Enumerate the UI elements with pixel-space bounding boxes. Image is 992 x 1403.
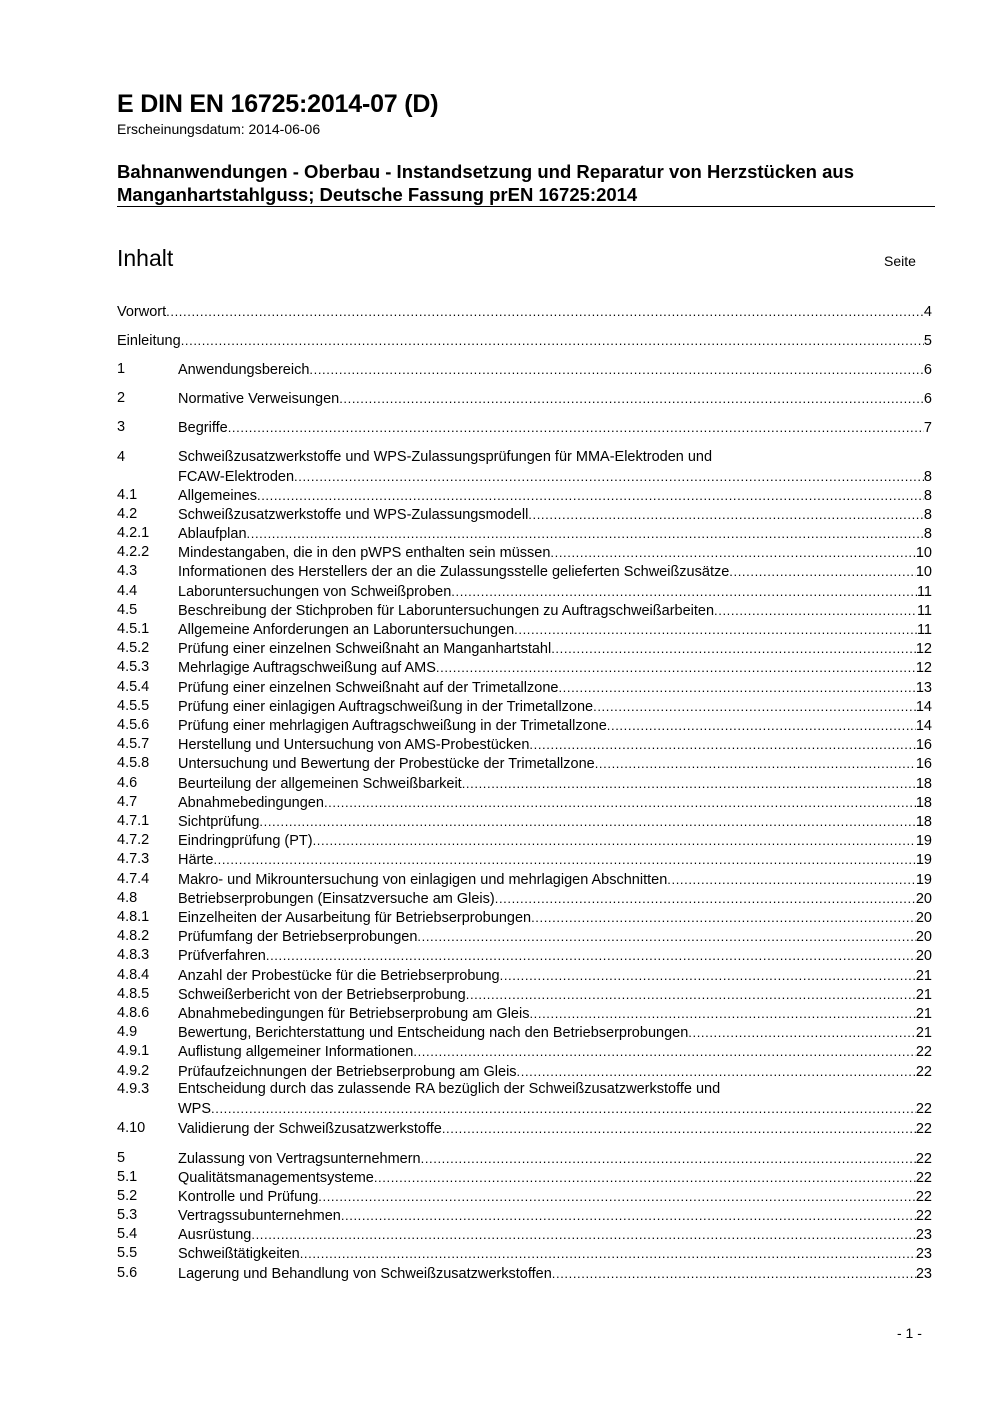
document-title: Bahnanwendungen - Oberbau - Instandsetzung und Reparatur von Herzstücken aus Manganhartstahlguss; Deutsche Fassung prEN 16725:2014 — [117, 161, 855, 205]
toc-dot-leader — [339, 389, 924, 408]
toc-dot-leader — [300, 1244, 916, 1263]
toc-entry-title: Bewertung, Berichterstattung und Entscheidung nach den Betriebserprobungen — [178, 1025, 689, 1041]
toc-entry-title: Begriffe — [178, 420, 228, 436]
toc-entry-page: 19 — [915, 852, 932, 868]
toc-dot-leader — [667, 870, 916, 889]
toc-entry-title: Prüfung einer einzelnen Schweißnaht auf der Trimetallzone — [178, 680, 559, 696]
toc-dot-leader — [529, 735, 915, 754]
toc-entry-number: 4.9.2 — [117, 1063, 150, 1079]
toc-entry-number: 4.4 — [117, 583, 138, 599]
toc-entry-title: Abnahmebedingungen — [178, 795, 324, 811]
toc-entry-page: 22 — [915, 1121, 932, 1137]
toc-entry-number: 4.5.5 — [117, 698, 150, 714]
toc-entry-page: 11 — [916, 603, 932, 619]
toc-page-column-label: Seite — [884, 253, 916, 269]
toc-entry-page: 21 — [915, 1006, 932, 1022]
toc-entry-number: 4.10 — [117, 1120, 146, 1136]
toc-entry-title: Makro- und Mikrountersuchung von einlagigen und mehrlagigen Abschnitten — [178, 872, 668, 888]
toc-dot-leader — [500, 966, 916, 985]
toc-entry-number: 4.8.3 — [117, 947, 150, 963]
toc-entry-title: Härte — [178, 852, 214, 868]
toc-dot-leader — [374, 1168, 916, 1187]
toc-entry-page: 19 — [915, 872, 932, 888]
toc-dot-leader — [517, 1062, 916, 1081]
toc-entry-number: 5.5 — [117, 1245, 138, 1261]
toc-entry-page: 4 — [923, 304, 932, 320]
toc-entry-page: 23 — [915, 1246, 932, 1262]
toc-dot-leader — [259, 812, 915, 831]
toc-entry-page: 22 — [915, 1044, 932, 1060]
toc-entry-number: 4.8.2 — [117, 928, 150, 944]
toc-entry-title: Prüfverfahren — [178, 948, 266, 964]
toc-entry-title: Betriebserprobungen (Einsatzversuche am Gleis) — [178, 891, 495, 907]
toc-entry-title: Untersuchung und Bewertung der Probestücke der Trimetallzone — [178, 756, 595, 772]
toc-entry-page: 10 — [915, 564, 932, 580]
toc-dot-leader — [688, 1023, 916, 1042]
toc-entry-page: 21 — [915, 968, 932, 984]
toc-entry-page: 12 — [915, 641, 932, 657]
toc-dot-leader — [729, 562, 916, 581]
toc-entry-page: 18 — [915, 795, 932, 811]
toc-entry-title: Lagerung und Behandlung von Schweißzusatzwerkstoffen — [178, 1266, 552, 1282]
toc-dot-leader — [318, 1187, 916, 1206]
toc-dot-leader — [413, 1042, 916, 1061]
toc-entry-title: Anwendungsbereich — [178, 362, 310, 378]
toc-dot-leader — [714, 601, 917, 620]
toc-entry-title: Eindringprüfung (PT) — [178, 833, 313, 849]
toc-entry-page: 11 — [916, 584, 932, 600]
toc-entry-number: 4 — [117, 449, 126, 465]
toc-entry-page: 6 — [923, 362, 932, 378]
toc-dot-leader — [529, 1004, 915, 1023]
toc-entry-number: 4.6 — [117, 775, 138, 791]
toc-entry-title: Prüfung einer mehrlagigen Auftragschweißung in der Trimetallzone — [178, 718, 607, 734]
toc-dot-leader — [531, 908, 916, 927]
toc-entry-page: 10 — [915, 545, 932, 561]
toc-entry-title: Einzelheiten der Ausarbeitung für Betriebserprobungen — [178, 910, 532, 926]
toc-entry-title: FCAW-Elektroden — [178, 469, 295, 485]
toc-entry-title: Allgemeine Anforderungen an Laboruntersuchungen — [178, 622, 515, 638]
toc-entry-title: WPS — [178, 1101, 212, 1117]
toc-entry-number: 5.2 — [117, 1188, 138, 1204]
toc-entry-title-line1: Schweißzusatzwerkstoffe und WPS-Zulassungsprüfungen für MMA-Elektroden und — [178, 449, 713, 465]
toc-entry-title: Schweißzusatzwerkstoffe und WPS-Zulassungsmodell — [178, 507, 529, 523]
toc-entry-number: 3 — [117, 419, 126, 435]
toc-dot-leader — [213, 850, 915, 869]
publication-date: Erscheinungsdatum: 2014-06-06 — [117, 121, 321, 137]
toc-entry-title: Auflistung allgemeiner Informationen — [178, 1044, 414, 1060]
toc-entry-title: Vorwort — [117, 304, 167, 320]
toc-dot-leader — [514, 620, 917, 639]
toc-entry-number: 4.5.6 — [117, 717, 150, 733]
toc-entry-number: 4.8 — [117, 890, 138, 906]
toc-entry-title: Prüfaufzeichnungen der Betriebserprobung am Gleis — [178, 1064, 517, 1080]
toc-dot-leader — [451, 582, 917, 601]
toc-entry-page: 22 — [915, 1208, 932, 1224]
toc-entry-page: 13 — [915, 680, 932, 696]
toc-dot-leader — [552, 1264, 916, 1283]
toc-dot-leader — [595, 754, 916, 773]
toc-entry-page: 23 — [915, 1227, 932, 1243]
toc-entry-page: 21 — [915, 987, 932, 1003]
toc-dot-leader — [247, 524, 924, 543]
toc-entry-page: 19 — [915, 833, 932, 849]
toc-dot-leader — [181, 331, 924, 350]
toc-dot-leader — [417, 927, 915, 946]
toc-entry-page: 8 — [923, 488, 932, 504]
toc-entry-number: 4.9.3 — [117, 1081, 150, 1097]
toc-entry-title: Ablaufplan — [178, 526, 247, 542]
toc-entry-title: Abnahmebedingungen für Betriebserprobung am Gleis — [178, 1006, 530, 1022]
toc-entry-page: 7 — [923, 420, 932, 436]
toc-dot-leader — [528, 505, 924, 524]
toc-entry-page: 22 — [915, 1151, 932, 1167]
toc-dot-leader — [495, 889, 916, 908]
toc-dot-leader — [442, 1119, 916, 1138]
toc-entry-title: Vertragssubunternehmen — [178, 1208, 341, 1224]
toc-entry-number: 4.7.3 — [117, 851, 150, 867]
toc-entry-title: Anzahl der Probestücke für die Betriebserprobung — [178, 968, 500, 984]
toc-entry-title: Qualitätsmanagementsysteme — [178, 1170, 374, 1186]
toc-dot-leader — [466, 985, 916, 1004]
page-number: - 1 - — [897, 1325, 922, 1341]
toc-entry-page: 12 — [915, 660, 932, 676]
toc-entry-title: Informationen des Herstellers der an die Zulassungsstelle gelieferten Schweißzusätze — [178, 564, 730, 580]
toc-entry-number: 4.8.4 — [117, 967, 150, 983]
toc-entry-number: 4.1 — [117, 487, 138, 503]
toc-entry-number: 5.1 — [117, 1169, 138, 1185]
toc-entry-number: 4.5 — [117, 602, 138, 618]
toc-entry-title: Validierung der Schweißzusatzwerkstoffe — [178, 1121, 442, 1137]
toc-entry-number: 4.7.2 — [117, 832, 150, 848]
document-id: E DIN EN 16725:2014-07 (D) — [117, 90, 439, 118]
toc-dot-leader — [228, 418, 924, 437]
toc-entry-page: 20 — [915, 891, 932, 907]
toc-entry-number: 4.3 — [117, 563, 138, 579]
toc-entry-number: 4.2.2 — [117, 544, 150, 560]
toc-dot-leader — [251, 1225, 916, 1244]
toc-entry-number: 4.5.4 — [117, 679, 150, 695]
toc-entry-title: Einleitung — [117, 333, 181, 349]
toc-entry-title: Kontrolle und Prüfung — [178, 1189, 319, 1205]
toc-entry-title: Schweißerbericht von der Betriebserprobung — [178, 987, 466, 1003]
toc-entry-number: 4.8.5 — [117, 986, 150, 1002]
toc-entry-page: 14 — [915, 699, 932, 715]
toc-dot-leader — [341, 1206, 916, 1225]
toc-entry-page: 8 — [923, 469, 932, 485]
toc-entry-page: 22 — [915, 1189, 932, 1205]
toc-dot-leader — [558, 678, 915, 697]
toc-dot-leader — [309, 360, 924, 379]
toc-entry-page: 5 — [923, 333, 932, 349]
toc-entry-page: 14 — [915, 718, 932, 734]
toc-entry-number: 5.4 — [117, 1226, 138, 1242]
toc-entry-number: 4.5.2 — [117, 640, 150, 656]
toc-entry-number: 4.8.1 — [117, 909, 150, 925]
toc-entry-title: Prüfung einer einzelnen Schweißnaht an Manganhartstahl — [178, 641, 552, 657]
toc-entry-number: 5 — [117, 1150, 126, 1166]
toc-dot-leader — [550, 543, 915, 562]
toc-entry-number: 1 — [117, 361, 126, 377]
toc-entry-page: 6 — [923, 391, 932, 407]
toc-entry-number: 4.2.1 — [117, 525, 150, 541]
toc-heading: Inhalt — [117, 245, 174, 271]
toc-dot-leader — [266, 946, 916, 965]
toc-entry-page: 8 — [923, 507, 932, 523]
toc-entry-number: 5.3 — [117, 1207, 138, 1223]
toc-entry-number: 4.7.4 — [117, 871, 150, 887]
toc-entry-title: Schweißtätigkeiten — [178, 1246, 300, 1262]
toc-dot-leader — [421, 1149, 916, 1168]
toc-dot-leader — [462, 774, 916, 793]
toc-entry-title: Sichtprüfung — [178, 814, 260, 830]
toc-dot-leader — [551, 639, 916, 658]
toc-entry-page: 22 — [915, 1101, 932, 1117]
toc-dot-leader — [313, 831, 916, 850]
toc-entry-number: 5.6 — [117, 1265, 138, 1281]
toc-entry-number: 4.9.1 — [117, 1043, 150, 1059]
toc-entry-title: Beschreibung der Stichproben für Laboruntersuchungen zu Auftragschweißarbeiten — [178, 603, 715, 619]
toc-entry-title: Allgemeines — [178, 488, 257, 504]
toc-entry-page: 20 — [915, 910, 932, 926]
toc-entry-title: Normative Verweisungen — [178, 391, 340, 407]
toc-entry-page: 21 — [915, 1025, 932, 1041]
toc-dot-leader — [211, 1099, 916, 1118]
toc-dot-leader — [593, 697, 916, 716]
toc-entry-number: 4.7.1 — [117, 813, 150, 829]
toc-entry-number: 2 — [117, 390, 126, 406]
toc-entry-page: 22 — [915, 1064, 932, 1080]
toc-entry-page: 20 — [915, 948, 932, 964]
toc-entry-page: 22 — [915, 1170, 932, 1186]
toc-entry-title-line1: Entscheidung durch das zulassende RA bezüglich der Schweißzusatzwerkstoffe und — [178, 1081, 721, 1097]
toc-dot-leader — [324, 793, 916, 812]
toc-entry-number: 4.5.3 — [117, 659, 150, 675]
toc-entry-number: 4.5.1 — [117, 621, 150, 637]
toc-entry-title: Prüfung einer einlagigen Auftragschweißung in der Trimetallzone — [178, 699, 594, 715]
toc-entry-page: 8 — [923, 526, 932, 542]
toc-entry-page: 23 — [915, 1266, 932, 1282]
toc-entry-title: Ausrüstung — [178, 1227, 252, 1243]
toc-entry-page: 16 — [915, 756, 932, 772]
toc-entry-page: 18 — [915, 776, 932, 792]
toc-entry-title: Prüfumfang der Betriebserprobungen — [178, 929, 418, 945]
toc-entry-title: Mehrlagige Auftragschweißung auf AMS — [178, 660, 436, 676]
toc-entry-title: Mindestangaben, die in den pWPS enthalten sein müssen — [178, 545, 551, 561]
toc-entry-page: 20 — [915, 929, 932, 945]
toc-entry-title: Zulassung von Vertragsunternehmern — [178, 1151, 421, 1167]
toc-entry-title: Herstellung und Untersuchung von AMS-Probestücken — [178, 737, 530, 753]
toc-dot-leader — [436, 658, 916, 677]
toc-entry-number: 4.9 — [117, 1024, 138, 1040]
toc-entry-number: 4.7 — [117, 794, 138, 810]
toc-entry-page: 18 — [915, 814, 932, 830]
title-divider — [117, 206, 935, 207]
toc-entry-number: 4.2 — [117, 506, 138, 522]
toc-entry-number: 4.5.8 — [117, 755, 150, 771]
toc-entry-number: 4.8.6 — [117, 1005, 150, 1021]
toc-dot-leader — [607, 716, 916, 735]
toc-dot-leader — [294, 467, 924, 486]
toc-entry-number: 4.5.7 — [117, 736, 150, 752]
toc-dot-leader — [166, 302, 924, 321]
toc-entry-page: 11 — [916, 622, 932, 638]
toc-entry-title: Beurteilung der allgemeinen Schweißbarkeit — [178, 776, 462, 792]
toc-dot-leader — [257, 486, 924, 505]
toc-entry-page: 16 — [915, 737, 932, 753]
toc-entry-title: Laboruntersuchungen von Schweißproben — [178, 584, 452, 600]
